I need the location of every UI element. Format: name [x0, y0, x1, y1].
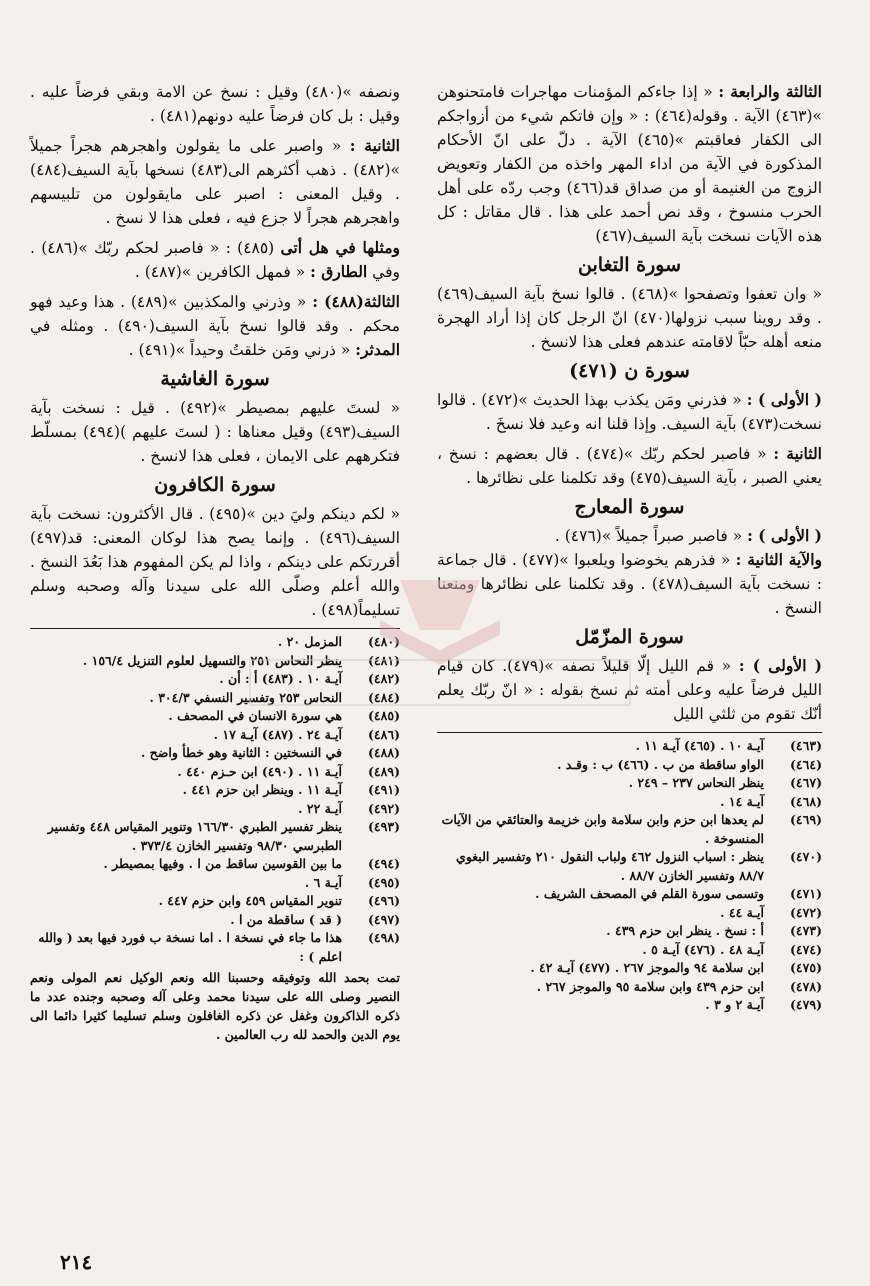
footnote-number: (٤٩٤)	[368, 856, 400, 871]
footnote	[437, 885, 822, 904]
paragraph-label: والآية الثانية :	[735, 550, 822, 569]
footnote-number: (٤٧٠)	[790, 849, 822, 864]
paragraph	[30, 134, 400, 230]
footnote-text: هذا ما جاء في نسخة ا . اما نسخة ب فورد فيها بعد ( والله اعلم ) :	[38, 930, 342, 964]
paragraph-label: ( الأولى ) :	[747, 526, 822, 545]
footnote-number: (٤٧٤)	[790, 941, 822, 957]
footnote	[437, 811, 822, 848]
paragraph	[30, 236, 400, 284]
footnote-text: في النسختين : الثانية وهو خطأ واضح .	[140, 745, 342, 760]
paragraph-text: « فمهل الكافرين »(٤٨٧) .	[134, 263, 306, 281]
footnote-number: (٤٨٥)	[368, 708, 400, 723]
footnote	[30, 781, 400, 800]
paragraph	[437, 388, 822, 436]
footnote-text: لم يعدها ابن حزم وابن سلامة وابن خزيمة والعتائقي من الآيات المنسوخة .	[441, 812, 764, 846]
paragraph-label: ومثلها في هل أتى	[280, 238, 400, 257]
archive-watermark-icon	[230, 560, 650, 740]
footnote-text: وتسمى سورة القلم في المصحف الشريف .	[535, 886, 764, 901]
footnote-number: (٤٧٥)	[790, 960, 822, 975]
footnote-text: النحاس ٢٥٣ وتفسير النسفي ٣٠٤/٣ .	[149, 689, 342, 705]
paragraph-text: « قم الليل إلّا قليلاً نصفه »(٤٧٩). كان قيام الليل فرضاً عليه وعلى أمته ثم نسخ بقوله : « انّ ربّك يعلم أنّك تقوم من ثلثي الليل	[437, 657, 822, 723]
footnote-text: ابن حزم ٤٣٩ وابن سلامة ٩٥ والموجز ٢٦٧ .	[536, 978, 764, 994]
section-heading: سورة المزّمّل	[575, 626, 684, 648]
paragraph-label: المدثر:	[355, 340, 400, 359]
paragraph: ونصفه »(٤٨٠) وقيل : نسخ عن الامة وبقي فرضاً عليه . وقيل : بل كان فرضاً عليه دونهم(٤٨١) .	[30, 83, 400, 125]
paragraph-text: « إذا جاءكم المؤمنات مهاجرات فامتحنوهن »(٤٦٣) الآية . وقوله(٤٦٤) : « وإن فاتكم شيء من أزواجكم الى الكفار فعاقبتم »(٤٦٥) الآية . دلّ على انّ الأحكام المذكورة في الآية من اداء المهر واخذه من الكفار وتعويض الزوج من الغنيمة أو من صداق قد(٤٦٦) وجب ردّه على أهل الحرب منسوخ ، وقد نص أحمد على هذا . قال مقاتل : كل هذه الآيات نسخت بآية السيف(٤٦٧)	[437, 83, 823, 245]
footnote-number: (٤٩٦)	[368, 893, 400, 908]
footnote-number: (٤٧٢)	[790, 904, 822, 920]
footnote	[30, 763, 400, 782]
footnote	[437, 996, 822, 1015]
footnote	[30, 855, 400, 874]
paragraph-label: الثالثة والرابعة :	[718, 82, 822, 101]
section-heading: سورة ن (٤٧١)	[569, 360, 690, 382]
footnote	[437, 978, 822, 997]
paragraph: « وان تعفوا وتصفحوا »(٤٦٨) . قالوا نسخ بآية السيف(٤٦٩) . وقد روينا سبب نزولها(٤٧٠) انّ الرجل كان إذا أراد الهجرة منعه أهله حبّاً لاقامته عندهم فعلى هذا لانسخ .	[437, 285, 822, 351]
footnote-number: (٤٨٦)	[368, 726, 400, 742]
section-heading: سورة التغابن	[578, 254, 681, 276]
paragraph-text: « فذرهم يخوضوا ويلعبوا »(٤٧٧) . قال جماعة : نسخت بآية السيف(٤٧٨) . وقد تكلمنا على نظائرها ومنعنا النسخ .	[437, 551, 822, 617]
paragraph-text: « فاصبر لحكم ربّك »(٤٧٤) . قال بعضهم : نسخ ، يعني الصبر ، بآية السيف(٤٧٥) وقد تكلمنا على نظائرها .	[437, 445, 822, 487]
footnote-number: (٤٨٩)	[368, 763, 400, 779]
paragraph-text: « فاصبر صبراً جميلاً »(٤٧٦) .	[554, 527, 743, 545]
footnote	[437, 904, 822, 923]
paragraph	[30, 290, 400, 362]
section-heading: سورة الغاشية	[160, 368, 270, 390]
paragraph	[437, 80, 822, 248]
footnote-text: هي سورة الانسان في المصحف .	[168, 708, 342, 723]
footnote-text: آيـة ١١ . (٤٩٠) ابن حـزم ٤٤٠ .	[177, 763, 342, 779]
footnote-number: (٤٨٠)	[368, 634, 400, 649]
paragraph: « لكم دينكم وليَ دين »(٤٩٥) . قال الأكثرون: نسخت بآية السيف(٤٩٦) . وإنما يصح هذا لوكان المعنى: قد(٤٩٧) أقررتكم على دينكم ، واذا لم يكن المفهوم هذا بَعُدَ النسخ . والله أعلم وصلّى الله على سيدنا وآله وصحبه وسلم تسليماً(٤٩٨) .	[30, 505, 400, 619]
footnote-number: (٤٧٩)	[790, 997, 822, 1012]
colophon: تمت بحمد الله وتوفيقه وحسبنا الله ونعم الوكيل نعم المولى ونعم النصير وصلى الله على سيدنا محمد وعلى آله وصحبه وجنده عدد ما ذكره الذاكرون وغفل عن ذكره الغافلون وسلم تسليما كثيرا دائما الى يوم الدين والحمد لله رب العالمين .	[30, 970, 400, 1042]
footnote-text: ما بين القوسين ساقط من ا . وفيها بمصيطر .	[103, 856, 342, 871]
right-column	[437, 80, 822, 1015]
footnote-number: (٤٩٥)	[368, 874, 400, 890]
footnote-number: (٤٦٧)	[790, 775, 822, 790]
footnote-text: ينظر النحاس ٢٥١ والتسهيل لعلوم التنزيل ١٥٦/٤ .	[82, 652, 342, 668]
footnote-number: (٤٧٨)	[790, 978, 822, 994]
paragraph-text: « فذرني ومَن يكذب بهذا الحديث »(٤٧٢) . قالوا نسخت(٤٧٣) بآية السيف. وإذا قلنا انه وعيد فلا نسخَ .	[437, 391, 822, 433]
footnote	[30, 929, 400, 966]
footnote-number: (٤٦٨)	[790, 793, 822, 809]
footnote-text: ينظر النحاس ٢٣٧ – ٢٤٩ .	[628, 775, 764, 790]
footnote-text: ينظر تفسير الطبري ١٦٦/٣٠ وتنوير المقياس ٤٤٨ وتفسير الطبرسي ٩٨/٣٠ وتفسير الخازن ٣٧٣/٤ .	[47, 819, 342, 853]
footnote-text: تنوير المقياس ٤٥٩ وابن حزم ٤٤٧ .	[158, 893, 342, 908]
footnote	[30, 800, 400, 819]
paragraph: « لستَ عليهم بمصيطر »(٤٩٢) . قيل : نسخت بآية السيف(٤٩٣) وقيل معناها : ( لستَ عليهم )(٤٩٤) بمسلّط فتكرههم على الايمان ، فعلى هذا لانسخ .	[30, 399, 401, 465]
footnote	[30, 744, 400, 763]
footnote-text: آيـة ٢٤ . (٤٨٧) آيـة ١٧ .	[213, 726, 342, 742]
footnote-text: آيـة ٤٤ .	[720, 904, 764, 920]
footnote	[437, 756, 822, 775]
paragraph-label: الثانية :	[349, 136, 400, 155]
paragraph-label: ( الأولى ) :	[746, 390, 822, 409]
footnote-text: آيـة ١١ . وينظر ابن حزم ٤٤١ .	[182, 782, 342, 797]
paragraph-label: الثالثة(٤٨٨) :	[312, 292, 400, 311]
footnote-number: (٤٩٧)	[368, 911, 400, 927]
footnote-number: (٤٩٢)	[368, 800, 400, 816]
footnote-text: آيـة ٢ و ٣ .	[705, 997, 764, 1012]
footnote	[30, 911, 400, 930]
footnote-text: آيـة ٤٨ . (٤٧٦) آيـة ٥ .	[642, 941, 764, 957]
footnote-text: آيـة ١٤ .	[720, 793, 764, 809]
paragraph	[437, 442, 822, 490]
footnote	[437, 774, 822, 793]
page-number: ٢١٤	[60, 1250, 93, 1274]
footnote-text: أ : نسخ . ينظر ابن حزم ٤٣٩ .	[606, 923, 764, 938]
footnote	[437, 941, 822, 960]
footnote-number: (٤٦٣)	[790, 738, 822, 753]
footnote-number: (٤٦٤)	[790, 756, 822, 772]
footnote-number: (٤٧٣)	[790, 923, 822, 938]
footnote-text: آيـة ١٠ . (٤٦٥) آيـة ١١ .	[635, 738, 764, 753]
footnote	[30, 892, 400, 911]
footnote-number: (٤٨٢)	[368, 671, 400, 686]
footnote-text: آيـة ٦ .	[304, 874, 342, 890]
section-heading: سورة المعارج	[574, 496, 685, 518]
section-heading: سورة الكافرون	[154, 474, 276, 496]
footnote-number: (٤٩١)	[368, 782, 400, 797]
footnote-number: (٤٨١)	[368, 652, 400, 668]
footnote	[437, 793, 822, 812]
footnote-text: الواو ساقطة من ب . (٤٦٦) ب : وقـد .	[557, 756, 764, 772]
paragraph-text: « وذرني والمكذبين »(٤٨٩) . هذا وعيد فهو محكم . وقد قالوا نسخ بآية السيف(٤٩٠) . ومثله في	[30, 293, 400, 335]
paragraph-text: (٤٨٥) : « فاصبر لحكم ربّك »(٤٨٦) . وفي	[30, 239, 400, 281]
footnote-number: (٤٨٨)	[368, 745, 400, 760]
footnote-number: (٤٩٣)	[368, 819, 400, 834]
footnotes-right	[437, 737, 822, 1015]
footnote-text: ( قد ) ساقطة من ا .	[230, 911, 342, 927]
paragraph-text: « واصبر على ما يقولون واهجرهم هجراً جميلاً »(٤٨٢) . ذهب أكثرهم الى(٤٨٣) نسخها بآية السيف(٤٨٤) . وقيل المعنى : اصبر على مايقولون من تلبيسهم واهجرهم هجراً لا جزع فيه ، فعلى هذا لا نسخ .	[30, 137, 400, 227]
paragraph-label: الطارق :	[310, 262, 368, 281]
footnote	[30, 818, 400, 855]
paragraph-label: ( الأولى ) :	[738, 656, 822, 675]
footnote-number: (٤٧١)	[790, 886, 822, 901]
paragraph-text: « ذرني ومَن خلقتُ وحيداً »(٤٩١) .	[128, 341, 351, 359]
footnote	[30, 874, 400, 893]
footnote-number: (٤٩٨)	[368, 930, 400, 945]
footnote-number: (٤٨٤)	[368, 689, 400, 705]
footnote-text: آيـة ٢٢ .	[298, 800, 342, 816]
footnote	[437, 959, 822, 978]
footnote-text: آيـة ١٠ . (٤٨٣) أ : أن .	[219, 671, 342, 686]
footnote-text: ابن سلامة ٩٤ والموجز ٢٦٧ . (٤٧٧) آيـة ٤٢ .	[530, 960, 764, 975]
footnote	[437, 922, 822, 941]
footnote-text: المزمل ٢٠ .	[277, 634, 342, 649]
footnote-text: ينظر : اسباب النزول ٤٦٢ ولباب النقول ٢١٠ وتفسير البغوي ٨٨/٧ وتفسير الخازن ٨٨/٧ .	[456, 849, 764, 883]
footnote	[437, 848, 822, 885]
footnote-number: (٤٦٩)	[790, 812, 822, 827]
paragraph-label: الثانية :	[773, 444, 822, 463]
